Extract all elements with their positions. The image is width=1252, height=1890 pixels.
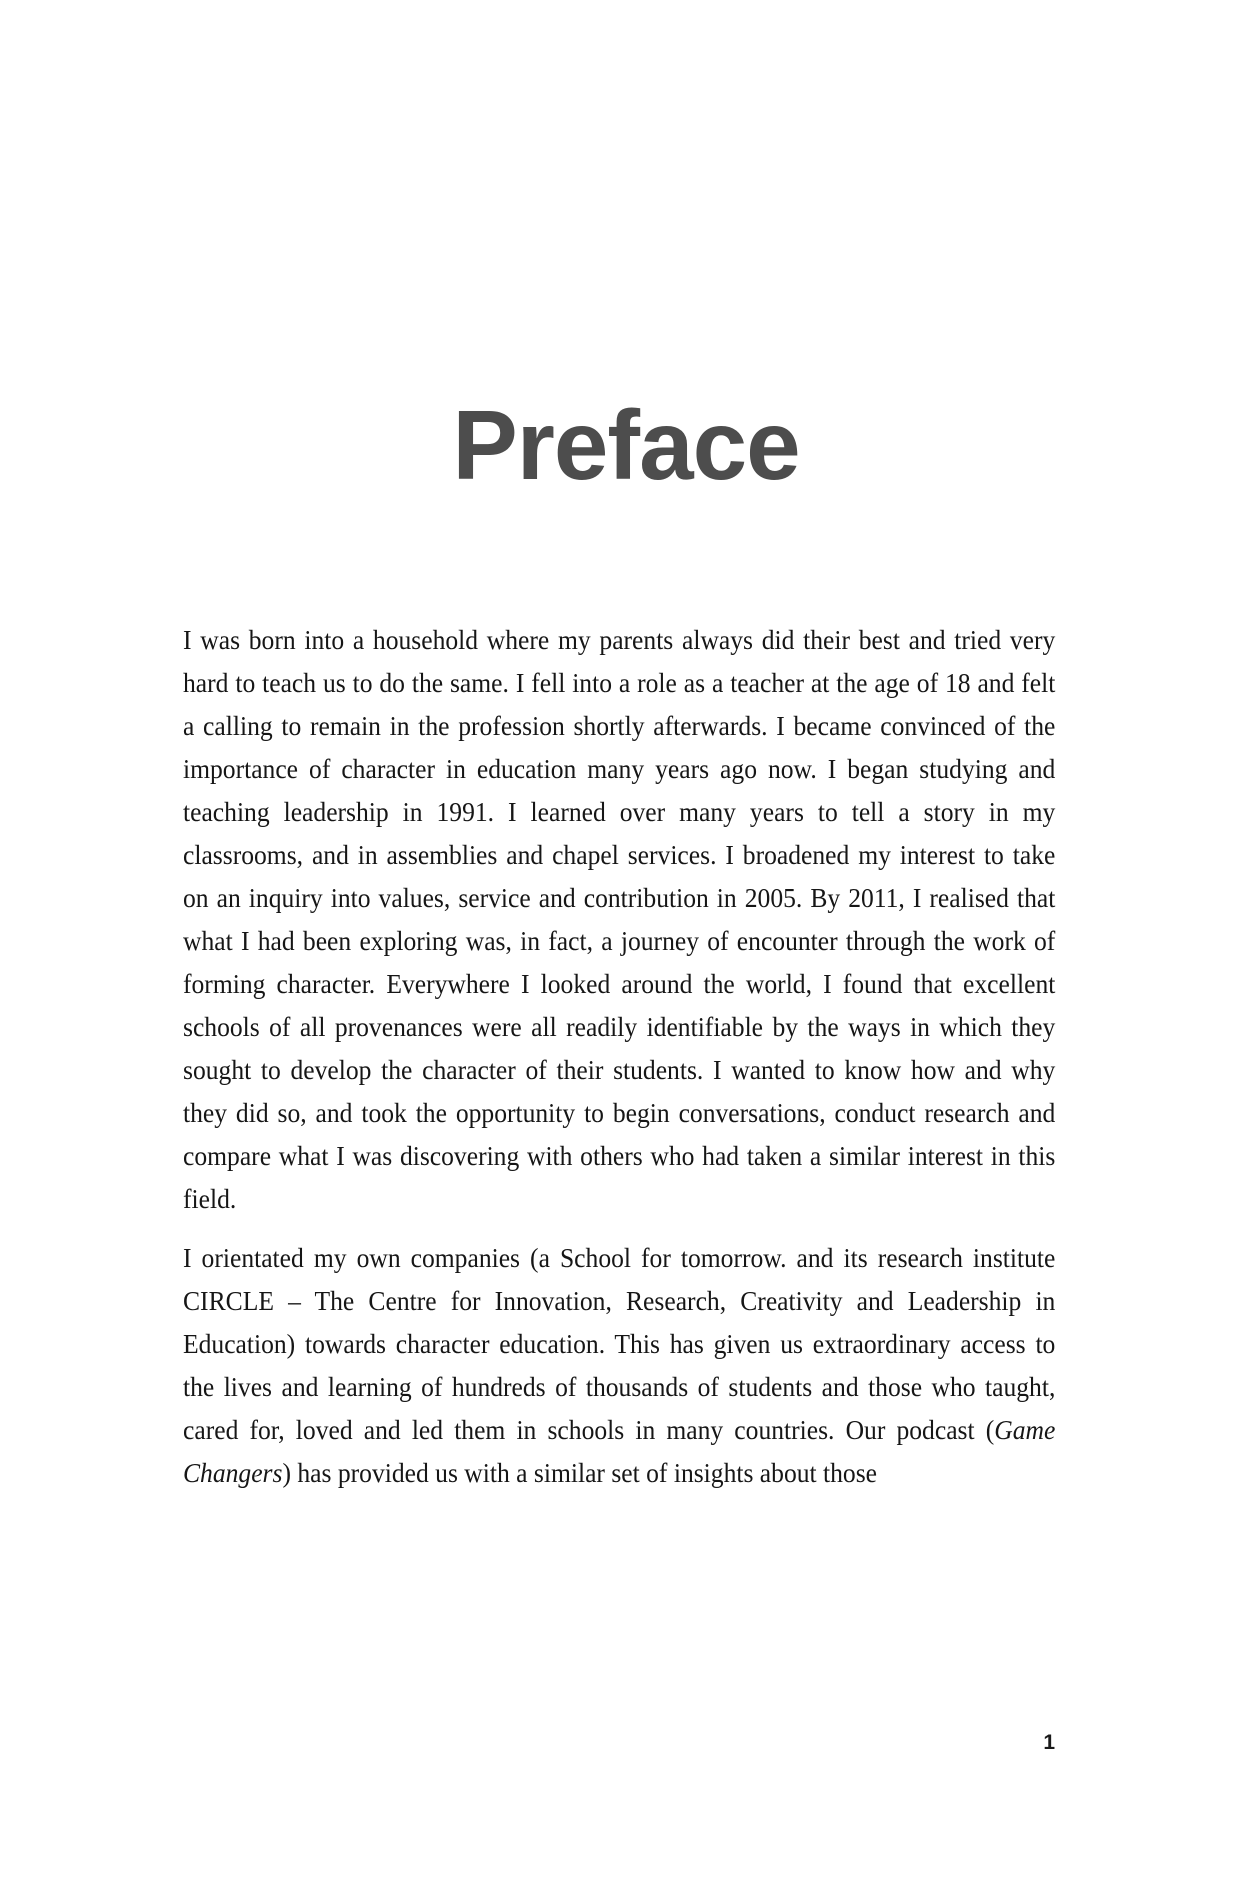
body-text-block — [183, 618, 1055, 1494]
page-number-folio: 1 — [1043, 1731, 1055, 1754]
page-title: Preface — [452, 389, 800, 500]
paragraph-2-segment-roman-b: ) has provided us with a similar set of insights about those — [282, 1457, 878, 1488]
podcast-title-italic: Game Changers — [183, 1414, 1056, 1488]
paragraph-2 — [183, 1236, 1055, 1494]
paragraph-2-segment-roman-a: I orientated my own companies (a School for tomorrow. and its research institute CIRCLE – The Centre for Innovation, Research, Creativity and Leadership in Education) towards character education. This has given us extraordinary access to the lives and learning of hundreds of thousands of students and those who taught, cared for, loved and led them in schools in many countries. Our podcast ( — [183, 1242, 1056, 1445]
paragraph-1: I was born into a household where my parents always did their best and tried very hard to teach us to do the same. I fell into a role as a teacher at the age of 18 and felt a calling to remain in the profession shortly afterwards. I became convinced of the importance of character in education many years ago now. I began studying and teaching leadership in 1991. I learned over many years to tell a story in my classrooms, and in assemblies and chapel services. I broadened my interest to take on an inquiry into values, service and contribution in 2005. By 2011, I realised that what I had been exploring was, in fact, a journey of encounter through the work of forming character. Everywhere I looked around the world, I found that excellent schools of all provenances were all readily identifiable by the ways in which they sought to develop the character of their students. I wanted to know how and why they did so, and took the opportunity to begin conversations, conduct research and compare what I was discovering with others who had taken a similar interest in this field. — [183, 624, 1056, 1214]
